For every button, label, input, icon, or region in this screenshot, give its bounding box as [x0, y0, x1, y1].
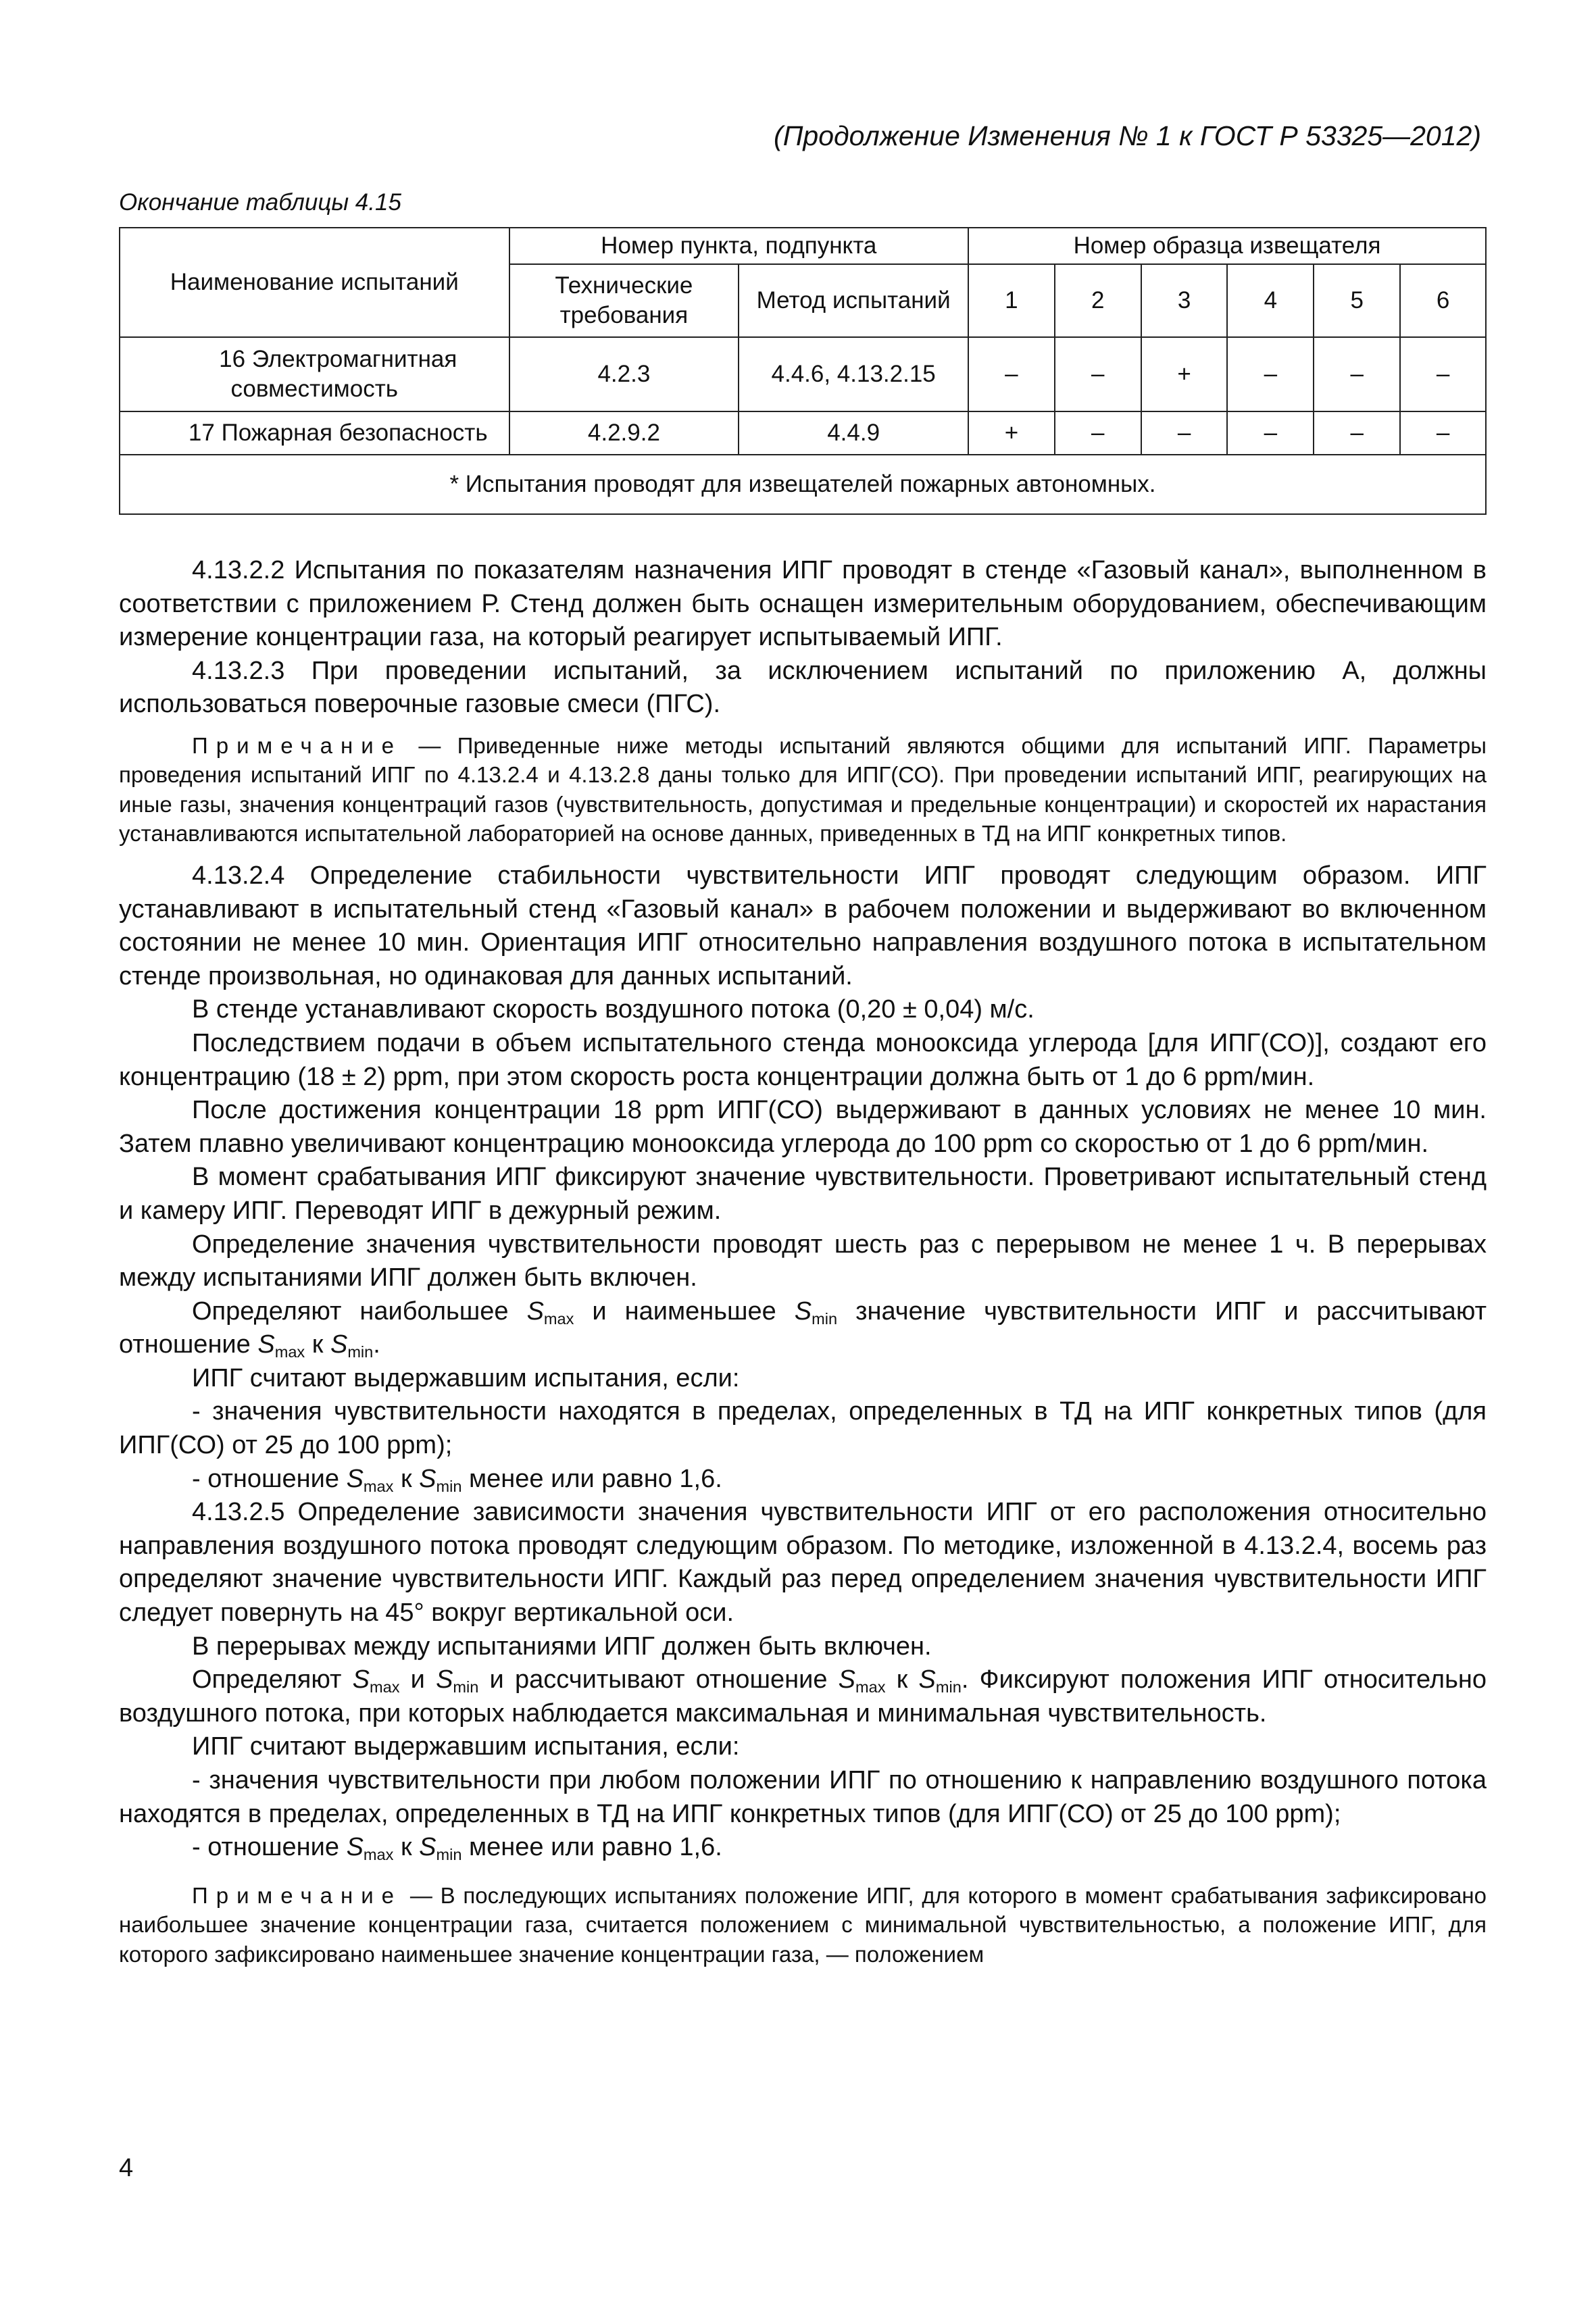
- row-tech-req: 4.2.3: [509, 337, 739, 411]
- symbol-s: S: [330, 1330, 348, 1359]
- paragraph: [119, 1831, 1487, 1865]
- paragraph: В перерывах между испытаниями ИПГ должен быть включен.: [192, 1632, 932, 1661]
- row-sample-mark: +: [1141, 337, 1228, 411]
- note: [119, 731, 1487, 849]
- note-text: — Приведенные ниже методы испытаний являются общими для испытаний ИПГ. Параметры проведения испытаний ИПГ по 4.13.2.4 и 4.13.2.8 даны только для ИПГ(СО). При проведении испытаний ИПГ, реагирующих на иные газы, значения концентраций газов (чувствительность, допустимая и предельные концентрации) и скоростей их нарастания устанавливаются испытательной лабораторией на основе данных, приведенных в ТД на ИПГ конкретных типов.: [119, 732, 1487, 847]
- document-reference-header: (Продолжение Изменения № 1 к ГОСТ Р 53325—2012): [774, 120, 1481, 151]
- symbol-s: S: [346, 1464, 364, 1493]
- paragraph: [119, 1463, 1487, 1496]
- symbol-s: S: [436, 1665, 453, 1694]
- paragraph: 4.13.2.2 Испытания по показателям назначения ИПГ проводят в стенде «Газовый канал», выполненном в соответствии с приложением Р. Стенд должен быть оснащен измерительным оборудованием, обеспечивающим измерение концентрации газа, на который реагирует испытываемый ИПГ.: [119, 556, 1487, 652]
- row-sample-mark: –: [1055, 337, 1141, 411]
- header-sample-2: 2: [1055, 264, 1141, 337]
- text-run: значение чувствительности ИПГ и рассчитывают отношение: [119, 1297, 1487, 1359]
- header-sample-4: 4: [1227, 264, 1314, 337]
- note-label: Примечание: [192, 732, 403, 758]
- text-run: к: [305, 1330, 330, 1359]
- header-test-method: Метод испытаний: [739, 264, 968, 337]
- paragraph: ИПГ считают выдержавшим испытания, если:: [192, 1732, 740, 1761]
- row-test-name: 16 Электромагнитная совместимость: [120, 337, 509, 411]
- subscript-max: max: [363, 1477, 394, 1495]
- symbol-s: S: [419, 1833, 437, 1862]
- symbol-s: S: [794, 1297, 812, 1326]
- subscript-max: max: [855, 1678, 886, 1696]
- symbol-s: S: [352, 1665, 370, 1694]
- row-sample-mark: –: [1314, 337, 1400, 411]
- paragraph: [119, 1663, 1487, 1730]
- row-sample-mark: –: [1141, 411, 1228, 455]
- row-sample-mark: –: [1400, 411, 1486, 455]
- table-footnote-row: [120, 455, 1486, 514]
- body-text: [119, 554, 1487, 1980]
- text-run: к: [885, 1665, 919, 1694]
- symbol-s: S: [918, 1665, 936, 1694]
- symbol-s: S: [419, 1464, 437, 1493]
- row-test-method: 4.4.6, 4.13.2.15: [739, 337, 968, 411]
- subscript-max: max: [543, 1309, 574, 1328]
- row-test-name: 17 Пожарная безопасность: [120, 411, 509, 455]
- paragraph: Определение значения чувствительности проводят шесть раз с перерывом не менее 1 ч. В перерывах между испытаниями ИПГ должен быть включен.: [119, 1230, 1487, 1292]
- header-tech-req: Технические требования: [509, 264, 739, 337]
- note-text: — В последующих испытаниях положение ИПГ, для которого в момент срабатывания зафиксировано наибольшее значение концентрации газа, считается положением с минимальной чувствительностью, а положение ИПГ, для которого зафиксировано наименьшее значение концентрации газа, — положением: [119, 1882, 1487, 1967]
- text-run: Определяют наибольшее: [192, 1297, 527, 1326]
- note-label: Примечание: [192, 1882, 403, 1908]
- paragraph: После достижения концентрации 18 ppm ИПГ(СО) выдерживают в данных условиях не менее 10 мин. Затем плавно увеличивают концентрацию монооксида углерода до 100 ppm со скоростью от 1 до 6 ppm/мин.: [119, 1096, 1487, 1158]
- text-run: . Фиксируют положения ИПГ относительно воздушного потока, при которых наблюдается максимальная и минимальная чувствительность.: [119, 1665, 1487, 1728]
- text-run: .: [373, 1330, 380, 1359]
- symbol-s: S: [257, 1330, 275, 1359]
- header-sample-group: Номер образца извещателя: [968, 228, 1486, 264]
- text-run: и наименьшее: [574, 1297, 795, 1326]
- row-test-method: 4.4.9: [739, 411, 968, 455]
- row-sample-mark: –: [1227, 411, 1314, 455]
- text-run: и рассчитывают отношение: [478, 1665, 839, 1694]
- subscript-min: min: [436, 1846, 462, 1864]
- table-header-row-1: [120, 228, 1486, 264]
- header-sample-6: 6: [1400, 264, 1486, 337]
- row-sample-mark: –: [1314, 411, 1400, 455]
- paragraph: - значения чувствительности находятся в пределах, определенных в ТД на ИПГ конкретных типов (для ИПГ(СО) от 25 до 100 ppm);: [119, 1397, 1487, 1460]
- paragraph: В момент срабатывания ИПГ фиксируют значение чувствительности. Проветривают испытательный стенд и камеру ИПГ. Переводят ИПГ в дежурный режим.: [119, 1163, 1487, 1225]
- paragraph: ИПГ считают выдержавшим испытания, если:: [192, 1363, 740, 1392]
- text-run: - отношение: [192, 1833, 347, 1862]
- symbol-s: S: [346, 1833, 364, 1862]
- subscript-min: min: [812, 1309, 838, 1328]
- text-run: Определяют: [192, 1665, 353, 1694]
- subscript-min: min: [347, 1343, 374, 1361]
- row-sample-mark: –: [1400, 337, 1486, 411]
- row-sample-mark: +: [968, 411, 1055, 455]
- text-run: к: [393, 1833, 420, 1862]
- header-sample-3: 3: [1141, 264, 1228, 337]
- symbol-s: S: [838, 1665, 856, 1694]
- row-sample-mark: –: [968, 337, 1055, 411]
- paragraph: В стенде устанавливают скорость воздушного потока (0,20 ± 0,04) м/с.: [192, 995, 1034, 1024]
- text-run: - отношение: [192, 1464, 347, 1493]
- paragraph: 4.13.2.3 При проведении испытаний, за исключением испытаний по приложению А, должны использоваться поверочные газовые смеси (ПГС).: [119, 656, 1487, 719]
- subscript-min: min: [436, 1477, 462, 1495]
- table-footnote: * Испытания проводят для извещателей пожарных автономных.: [120, 455, 1486, 514]
- text-run: менее или равно 1,6.: [462, 1464, 722, 1493]
- paragraph: Последствием подачи в объем испытательного стенда монооксида углерода [для ИПГ(СО)], создают его концентрацию (18 ± 2) ppm, при этом скорость роста концентрации должна быть от 1 до 6 ppm/мин.: [119, 1028, 1487, 1091]
- header-sample-5: 5: [1314, 264, 1400, 337]
- header-sample-1: 1: [968, 264, 1055, 337]
- paragraph: [119, 1295, 1487, 1362]
- paragraph: 4.13.2.5 Определение зависимости значения чувствительности ИПГ от его расположения относительно направления воздушного потока проводят следующим образом. По методике, изложенной в 4.13.2.4, восемь раз определяют значение чувствительности ИПГ. Каждый раз перед определением значения чувствительности ИПГ следует повернуть на 45° вокруг вертикальной оси.: [119, 1498, 1487, 1628]
- table-row: [120, 411, 1486, 455]
- tests-table: [119, 227, 1487, 515]
- header-test-name: Наименование испытаний: [120, 228, 509, 337]
- row-sample-mark: –: [1055, 411, 1141, 455]
- symbol-s: S: [526, 1297, 544, 1326]
- table-caption: Окончание таблицы 4.15: [119, 189, 401, 216]
- subscript-min: min: [935, 1678, 962, 1696]
- header-clause-group: Номер пункта, подпункта: [509, 228, 968, 264]
- page-number: 4: [119, 2154, 134, 2182]
- paragraph: 4.13.2.4 Определение стабильности чувствительности ИПГ проводят следующим образом. ИПГ устанавливают в испытательный стенд «Газовый канал» в рабочем положении и выдерживают во включенном состоянии не менее 10 мин. Ориентация ИПГ относительно направления воздушного потока в испытательном стенде произвольная, но одинаковая для данных испытаний.: [119, 861, 1487, 990]
- subscript-max: max: [369, 1678, 400, 1696]
- subscript-min: min: [453, 1678, 479, 1696]
- paragraph: - значения чувствительности при любом положении ИПГ по отношению к направлению воздушного потока находятся в пределах, определенных в ТД на ИПГ конкретных типов (для ИПГ(СО) от 25 до 100 ppm);: [119, 1766, 1487, 1828]
- table-row: [120, 337, 1486, 411]
- row-sample-mark: –: [1227, 337, 1314, 411]
- note: [119, 1881, 1487, 1969]
- text-run: менее или равно 1,6.: [462, 1833, 722, 1862]
- subscript-max: max: [363, 1846, 394, 1864]
- text-run: к: [393, 1464, 420, 1493]
- text-run: и: [399, 1665, 437, 1694]
- row-tech-req: 4.2.9.2: [509, 411, 739, 455]
- subscript-max: max: [274, 1343, 305, 1361]
